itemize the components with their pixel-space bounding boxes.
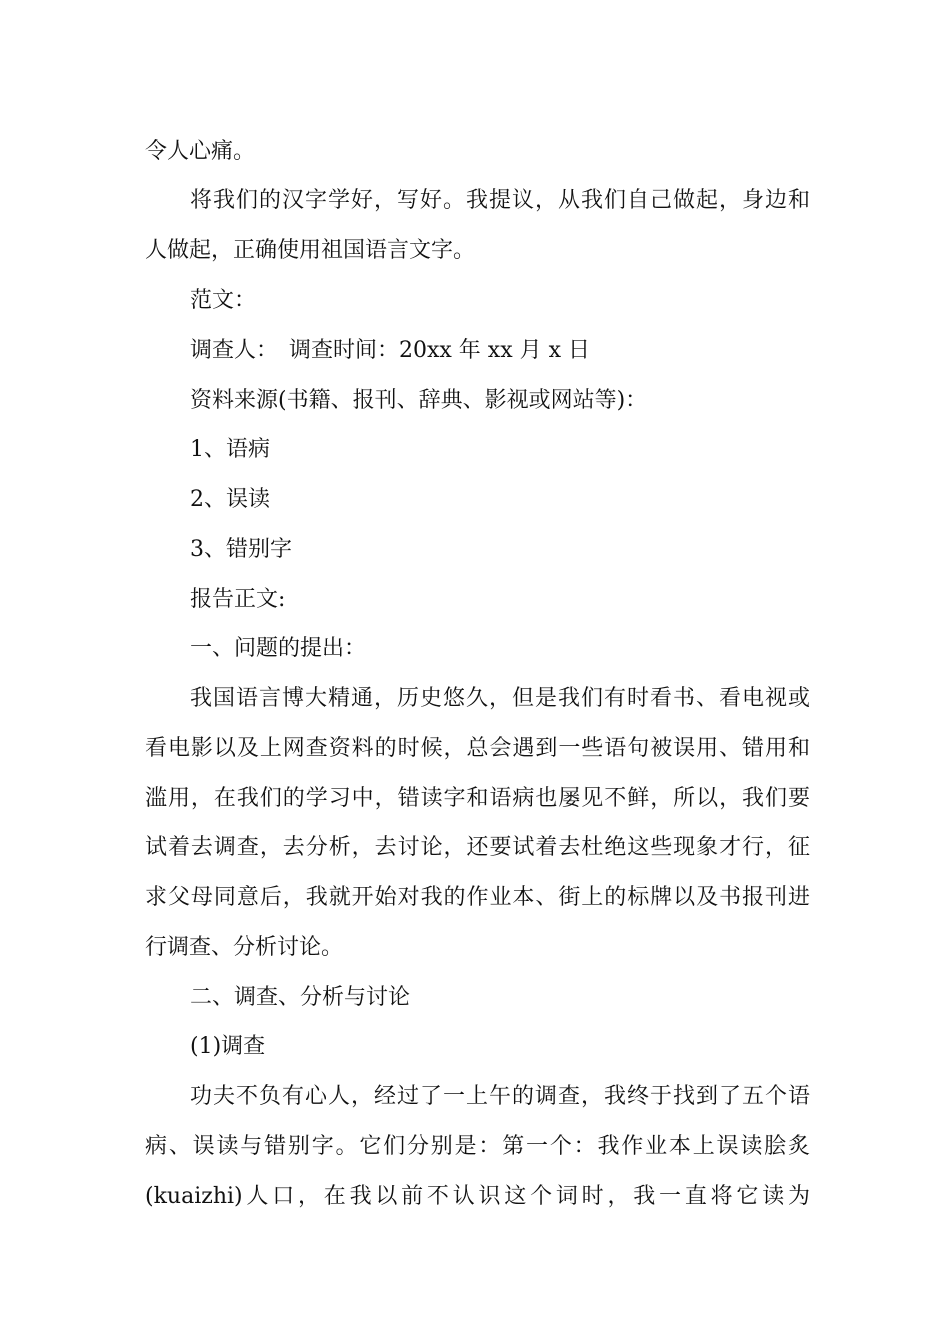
text-line-4: 范文： xyxy=(190,288,257,313)
text-line-12: 我国语言博大精通，历史悠久，但是我们有时看书、看电视或 xyxy=(190,686,810,711)
text-line-1: 令人心痛。 xyxy=(145,139,256,164)
text-line-2: 将我们的汉字学好，写好。我提议，从我们自己做起，身边和 xyxy=(190,188,810,213)
text-line-7: 1、语病 xyxy=(190,437,270,462)
text-line-20: 功夫不负有心人，经过了一上午的调查，我终于找到了五个语 xyxy=(190,1084,810,1109)
text-line-14: 滥用，在我们的学习中，错读字和语病也屡见不鲜，所以，我们要 xyxy=(145,786,810,811)
text-line-10: 报告正文: xyxy=(190,587,286,612)
text-line-13: 看电影以及上网查资料的时候，总会遇到一些语句被误用、错用和 xyxy=(145,736,810,761)
text-line-21: 病、误读与错别字。它们分别是：第一个：我作业本上误读脍炙 xyxy=(145,1134,810,1159)
text-line-15: 试着去调查，去分析，去讨论，还要试着去杜绝这些现象才行，征 xyxy=(145,835,810,860)
text-line-9: 3、错别字 xyxy=(190,537,292,562)
text-line-17: 行调查、分析讨论。 xyxy=(145,935,344,960)
text-line-5: 调查人： 调查时间：20xx 年 xx 月 x 日 xyxy=(190,338,590,363)
text-line-22: (kuaizhi)人口，在我以前不认识这个词时，我一直将它读为 xyxy=(145,1184,810,1209)
text-line-6: 资料来源(书籍、报刊、辞典、影视或网站等)： xyxy=(190,388,648,413)
text-line-8: 2、误读 xyxy=(190,487,270,512)
text-line-18: 二、调查、分析与讨论 xyxy=(190,985,411,1010)
text-line-3: 人做起，正确使用祖国语言文字。 xyxy=(145,238,476,263)
text-line-19: (1)调查 xyxy=(190,1034,266,1059)
text-line-11: 一、问题的提出： xyxy=(190,636,367,661)
text-line-16: 求父母同意后，我就开始对我的作业本、街上的标牌以及书报刊进 xyxy=(145,885,810,910)
